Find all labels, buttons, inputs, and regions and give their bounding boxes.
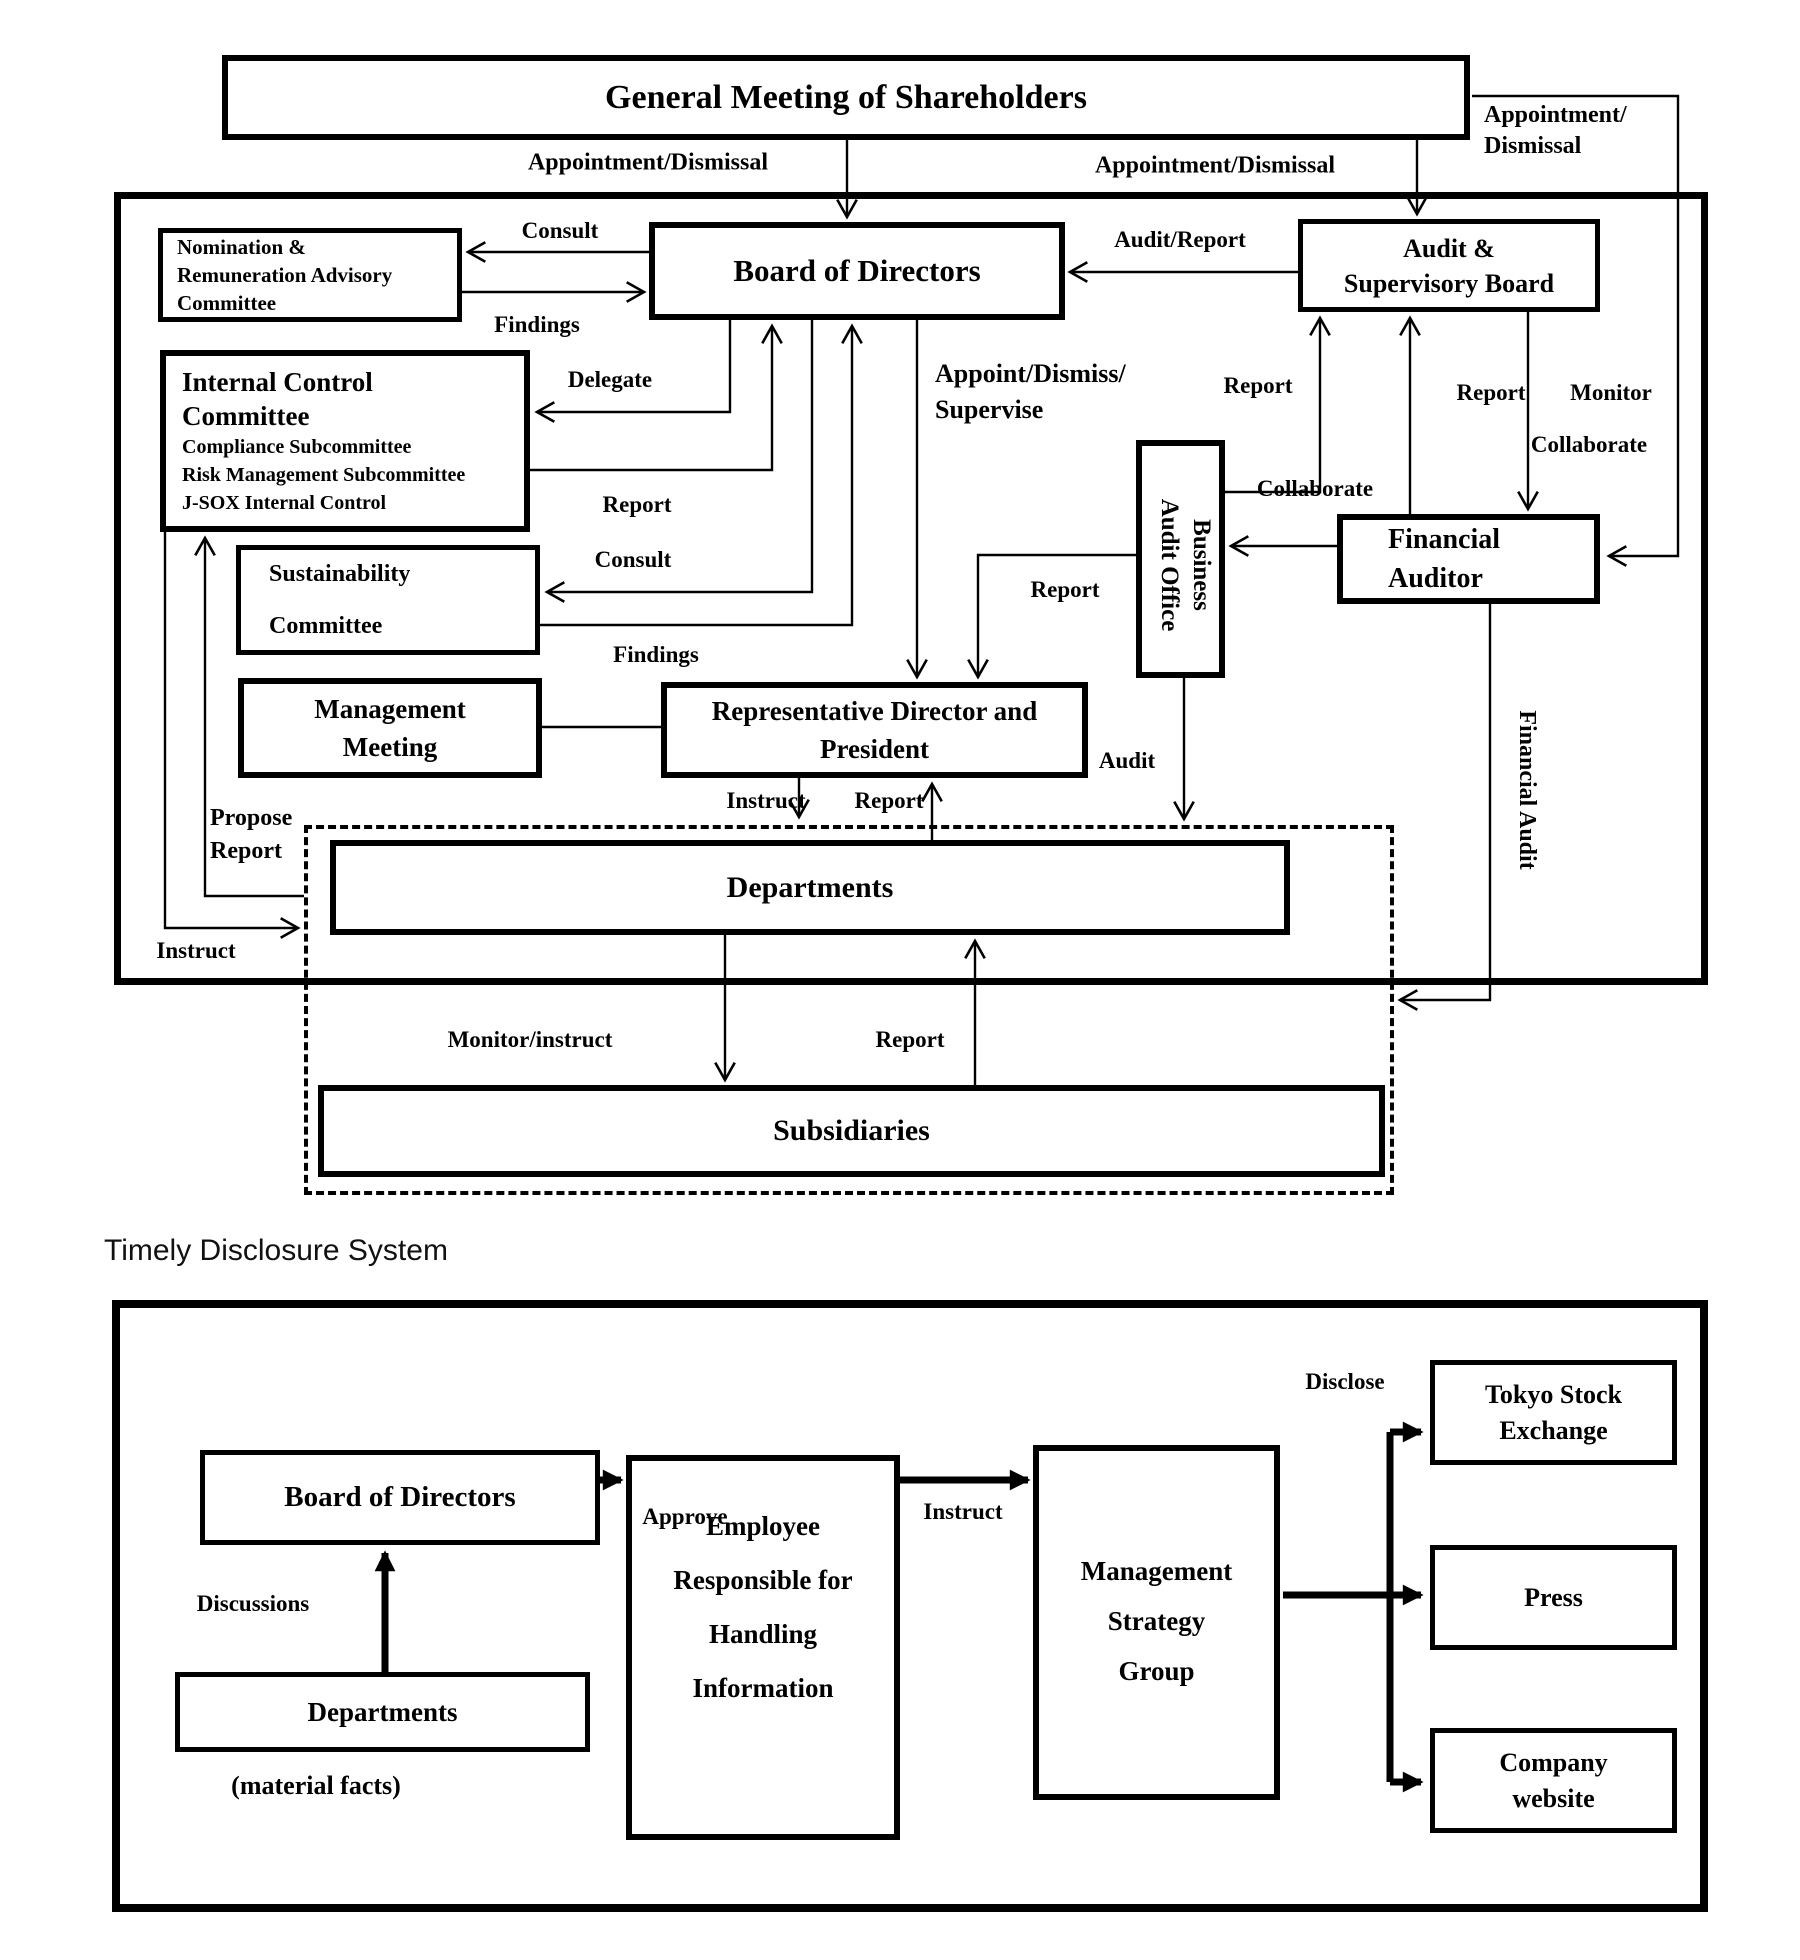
board-of-directors-label: Board of Directors [733, 253, 981, 288]
appointment-dismissal-bod-label: Appointment/Dismissal [527, 149, 769, 176]
business-audit-office-label: Business Audit Office [1156, 498, 1215, 632]
subsidiaries-box [318, 1085, 1385, 1177]
appoint-dismiss-supervise-label: Appoint/Dismiss/ Supervise [935, 359, 1126, 424]
consult-nrac-label: Consult [521, 218, 599, 243]
approve-label: Approve [642, 1504, 728, 1529]
timely-disclosure-system-title: Timely Disclosure System [104, 1234, 448, 1267]
instruct-disclosure-label: Instruct [923, 1499, 1003, 1524]
collaborate-asb-fa-label: Collaborate [1530, 432, 1648, 457]
report-icc-to-bod-label: Report [602, 492, 672, 517]
audit-report-label: Audit/Report [1114, 227, 1246, 252]
management-strategy-group-box: Management Strategy Group [1033, 1445, 1280, 1800]
findings-sc-label: Findings [613, 642, 699, 667]
board-of-directors-box [649, 222, 1065, 320]
discussions-label: Discussions [196, 1591, 310, 1616]
report-bao-to-asb-label: Report [1223, 373, 1293, 398]
monitor-label: Monitor [1570, 380, 1652, 405]
press-box: Press [1430, 1545, 1677, 1650]
collaborate-fa-bao-label: Collaborate [1256, 476, 1374, 501]
departments-box [330, 840, 1290, 935]
management-meeting-box: Management Meeting [238, 678, 542, 778]
financial-audit-edge-label: Financial Audit [1514, 710, 1540, 870]
instruct-icc-label: Instruct [156, 938, 236, 963]
findings-nrac-label: Findings [494, 312, 580, 337]
general-meeting-of-shareholders-label: General Meeting of Shareholders [605, 78, 1087, 116]
disclosure-board-of-directors-box: Board of Directors [200, 1450, 600, 1545]
subsidiaries-label: Subsidiaries [773, 1114, 930, 1147]
nomination-remuneration-committee-box: Nomination & Remuneration Advisory Committee [158, 228, 462, 322]
report-departments-to-rdp-label: Report [854, 788, 924, 813]
financial-auditor-box: Financial Auditor [1337, 514, 1600, 604]
audit-supervisory-board-box: Audit & Supervisory Board [1298, 219, 1600, 312]
material-facts-label: (material facts) [231, 1771, 401, 1800]
appointment-dismissal-asb-label: Appointment/Dismissal [1094, 152, 1336, 179]
propose-report-label: Propose Report [210, 805, 293, 864]
tokyo-stock-exchange-box: Tokyo Stock Exchange [1430, 1360, 1677, 1465]
departments-label: Departments [726, 870, 894, 904]
employee-handling-information-box: Employee Responsible for Handling Information [626, 1455, 900, 1840]
representative-director-president-box: Representative Director and President [661, 682, 1088, 778]
disclosure-departments-box: Departments [175, 1672, 590, 1752]
report-bao-to-rdp-label: Report [1030, 577, 1100, 602]
internal-control-committee-box: Internal Control Committee Compliance Subcommittee Risk Management Subcommittee J-SOX Internal Control [160, 350, 530, 532]
report-subsidiaries-label: Report [875, 1027, 945, 1052]
company-website-box: Company website [1430, 1728, 1677, 1833]
sustainability-committee-box: Sustainability Committee [236, 545, 540, 655]
appointment-dismissal-fa-label: Appointment/ Dismissal [1484, 102, 1627, 159]
instruct-rdp-label: Instruct [726, 788, 806, 813]
monitor-instruct-label: Monitor/instruct [447, 1027, 613, 1052]
audit-bao-label: Audit [1098, 748, 1156, 773]
delegate-label: Delegate [567, 367, 653, 392]
disclose-label: Disclose [1305, 1369, 1385, 1394]
business-audit-office-box [1136, 440, 1225, 678]
report-fa-to-asb-label: Report [1456, 380, 1526, 405]
consult-sc-label: Consult [594, 547, 672, 572]
general-meeting-of-shareholders-box [222, 55, 1470, 140]
